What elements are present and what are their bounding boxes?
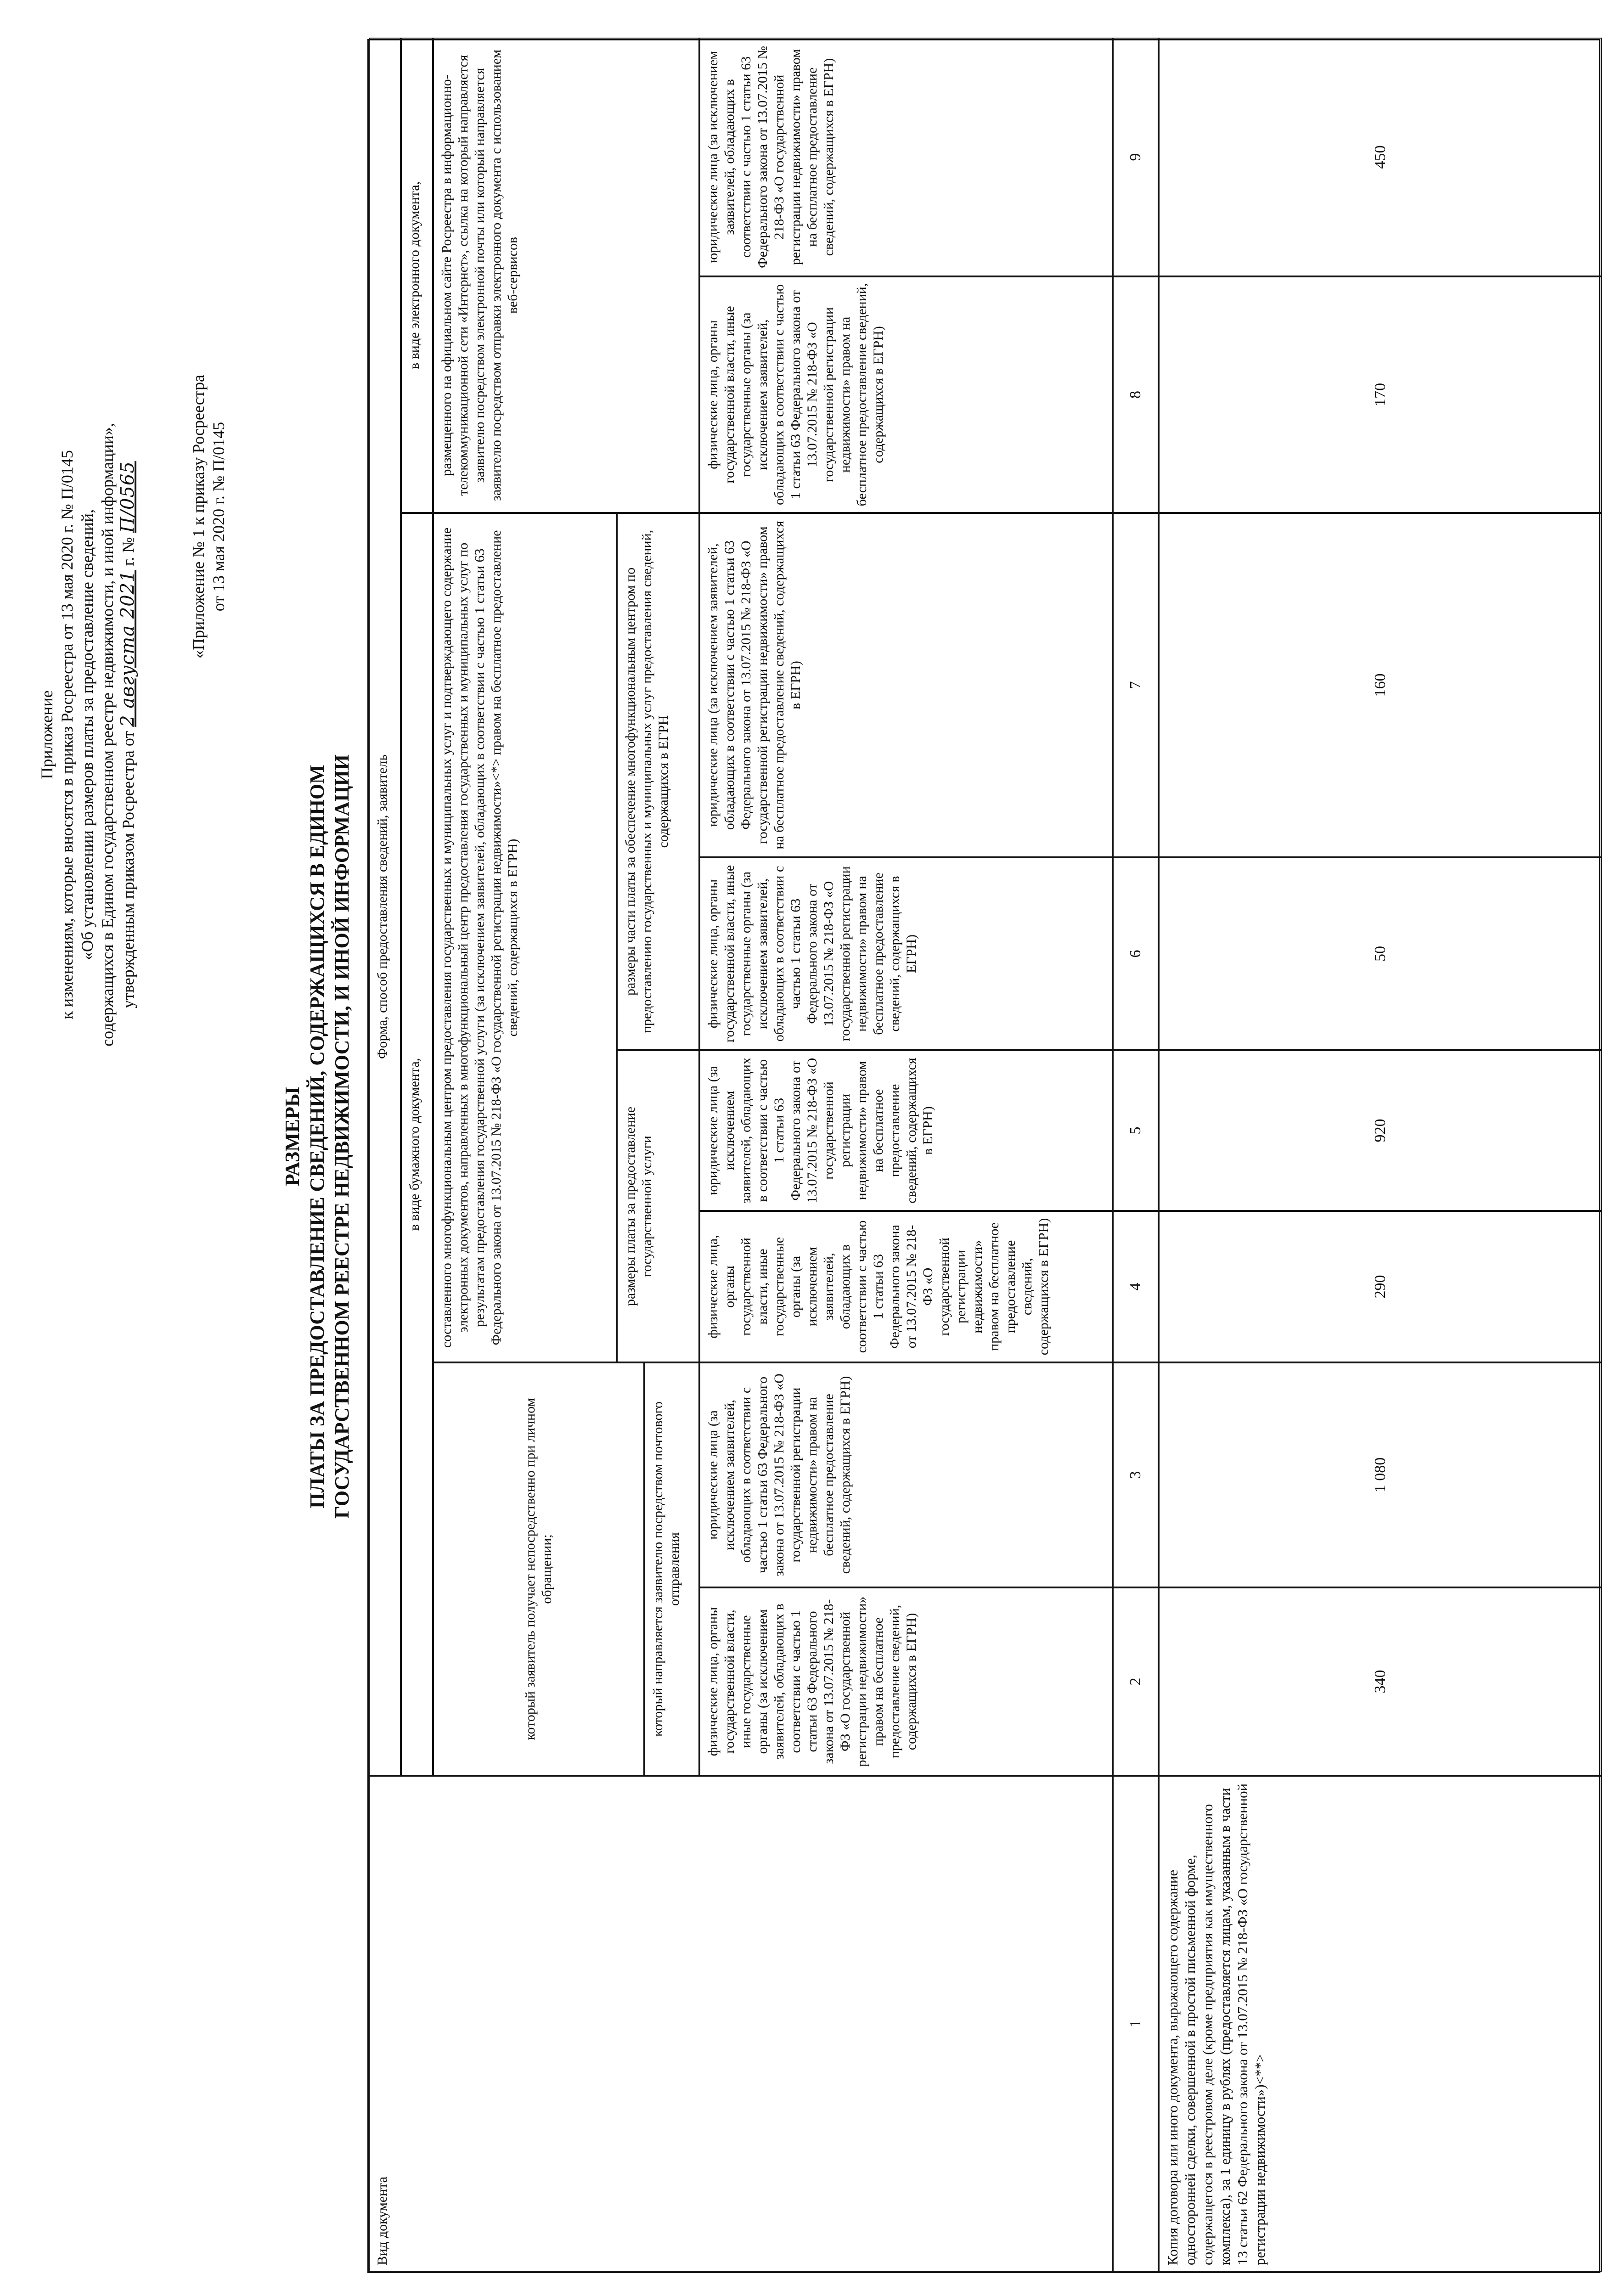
header-line-5 — [118, 34, 138, 1435]
annex-reference — [188, 287, 229, 746]
mfc-part-fee-header: размеры части платы за обеспечение многофункциональным центром по предоставлению государственных и муниципальных услуг предоставления сведений, содержащихся в ЕГРН — [617, 513, 699, 1050]
header-line-5-prefix: утвержденным приказом Росреестра от — [119, 731, 137, 1008]
handwritten-date: 2 августа 2021 — [117, 570, 138, 727]
col-8-applicants: физические лица, органы государственной власти, иные государственные органы (за исключением заявителей, обладающих в соответствии с частью 1 статьи 63 Федерального закона от 13.07.2015 № 218-ФЗ «О государственной регистрации недвижимости» правом на бесплатное предоставление сведений, содержащихся в ЕГРН) — [699, 276, 1113, 513]
fee-value-3: 1 080 — [1159, 1362, 1602, 1587]
col-5-applicants: юридические лица (за исключением заявителей, обладающих в соответствии с частью 1 статьи 63 Федерального закона от 13.07.2015 № 218-ФЗ «О государственной регистрации недвижимости» правом на бесплатное предоставление сведений, содержащихся в ЕГРН) — [699, 1050, 1113, 1211]
mfc-state-fee-header: размеры платы за предоставление государственной услуги — [617, 1050, 699, 1362]
fee-value-9: 450 — [1159, 38, 1602, 276]
header-line-1: Приложение — [38, 690, 56, 779]
col-number-3: 3 — [1113, 1362, 1159, 1587]
paper-header: в виде бумажного документа, — [401, 513, 433, 1776]
title-line-3: ГОСУДАРСТВЕННОМ РЕЕСТРЕ НЕДВИЖИМОСТИ, И ИНОЙ ИНФОРМАЦИИ — [331, 754, 353, 1519]
fee-value-4: 290 — [1159, 1211, 1602, 1362]
fee-value-6: 50 — [1159, 857, 1602, 1050]
col-number-7: 7 — [1113, 513, 1159, 857]
mfc-composed-header: составленного многофункциональным центром предоставления государственных и муниципальных услуг и подтверждающего содержание электронных документов, направленных в многофункциональный центр предоставления государственных и муниципальных услуг по результатам предоставления государственной услуги (за исключением заявителей, обладающих в соответствии с частью 1 статьи 63 Федерального закона от 13.07.2015 № 218-ФЗ «О государственной регистрации недвижимости»<*> правом на бесплатное предоставление сведений, содержащихся в ЕГРН) — [433, 513, 617, 1362]
annex-header — [37, 34, 138, 1435]
col-3-applicants: юридические лица (за исключением заявителей, обладающих в соответствии с частью 1 статьи 63 Федерального закона от 13.07.2015 № 218-ФЗ «О государственной регистрации недвижимости» правом на бесплатное предоставление сведений, содержащихся в ЕГРН) — [699, 1362, 1113, 1587]
fee-value-2: 340 — [1159, 1587, 1602, 1776]
form-header: Форма, способ предоставления сведений, заявитель — [369, 38, 401, 1776]
fee-value-7: 160 — [1159, 513, 1602, 857]
title-line-1: РАЗМЕРЫ — [281, 1086, 304, 1187]
col-6-applicants: физические лица, органы государственной власти, иные государственные органы (за исключением заявителей, обладающих в соответствии с частью 1 статьи 63 Федерального закона от 13.07.2015 № 218-ФЗ «О государственной регистрации недвижимости» правом на бесплатное предоставление сведений, содержащихся в ЕГРН) — [699, 857, 1113, 1050]
electronic-desc-header: размещенного на официальном сайте Росреестра в информационно-телекоммуникационной сети «Интернет», ссылка на который направляется заявителю посредством электронной почты или который направляется заявителю посредством отправки электронного документа с использованием веб-сервисов — [433, 38, 699, 513]
col-number-5: 5 — [1113, 1050, 1159, 1211]
header-line-3: «Об установлении размеров платы за предоставление сведений, — [78, 509, 96, 961]
paper-mail-header: который направляется заявителю посредством почтового отправления — [644, 1362, 699, 1776]
col-number-6: 6 — [1113, 857, 1159, 1050]
col-number-1: 1 — [1113, 1776, 1159, 2272]
document-title — [280, 103, 355, 2170]
header-line-5-mid: г. № — [119, 537, 137, 566]
fee-value-5: 920 — [1159, 1050, 1602, 1211]
paper-personal-header: который заявитель получает непосредственно при личном обращении; — [433, 1362, 644, 1776]
col-2-applicants: физические лица, органы государственной власти, иные государственные органы (за исключением заявителей, обладающих в соответствии с частью 1 статьи 63 Федерального закона от 13.07.2015 № 218-ФЗ «О государственной регистрации недвижимости» правом на бесплатное предоставление сведений, содержащихся в ЕГРН) — [699, 1587, 1113, 1776]
annex-line-1: «Приложение № 1 к приказу Росреестра — [189, 375, 208, 658]
col-9-applicants: юридические лица (за исключением заявителей, обладающих в соответствии с частью 1 статьи 63 Федерального закона от 13.07.2015 № 218-ФЗ «О государственной регистрации недвижимости» правом на бесплатное предоставление сведений, содержащихся в ЕГРН) — [699, 38, 1113, 276]
header-line-4: содержащихся в Едином государственном реестре недвижимости, и иной информации», — [98, 423, 117, 1047]
row-doc-description: Копия договора или иного документа, выражающего содержание односторонней сделки, совершенной в простой письменной форме, содержащегося в реестровом деле (кроме предприятия как имущественного комплекса), за 1 единицу в рублях (предоставляется лицам, указанным в части 13 статьи 62 Федерального закона от 13.07.2015 № 218-ФЗ «О государственной регистрации недвижимости»)<**> — [1159, 1776, 1602, 2272]
header-line-2: к изменениям, которые вносятся в приказ Росреестра от 13 мая 2020 г. № П/0145 — [58, 450, 76, 1019]
handwritten-order-number: П/0565 — [117, 461, 138, 533]
annex-line-2: от 13 мая 2020 г. № П/0145 — [209, 422, 228, 612]
col-number-9: 9 — [1113, 38, 1159, 276]
fee-value-8: 170 — [1159, 276, 1602, 513]
col-7-applicants: юридические лица (за исключением заявителей, обладающих в соответствии с частью 1 статьи 63 Федерального закона от 13.07.2015 № 218-ФЗ «О государственной регистрации недвижимости» правом на бесплатное предоставление сведений, содержащихся в ЕГРН) — [699, 513, 1113, 857]
col-number-4: 4 — [1113, 1211, 1159, 1362]
col-number-2: 2 — [1113, 1587, 1159, 1776]
title-line-2: ПЛАТЫ ЗА ПРЕДОСТАВЛЕНИЕ СВЕДЕНИЙ, СОДЕРЖАЩИХСЯ В ЕДИНОМ — [306, 765, 328, 1508]
electronic-header: в виде электронного документа, — [401, 38, 433, 513]
col-4-applicants: физические лица, органы государственной власти, иные государственные органы (за исключением заявителей, обладающих в соответствии с частью 1 статьи 63 Федерального закона от 13.07.2015 № 218-ФЗ «О государственной регистрации недвижимости» правом на бесплатное предоставление сведений, содержащихся в ЕГРН) — [699, 1211, 1113, 1362]
doc-type-header: Вид документа — [369, 1776, 1113, 2272]
col-number-8: 8 — [1113, 276, 1159, 513]
fees-table — [367, 39, 1600, 2273]
